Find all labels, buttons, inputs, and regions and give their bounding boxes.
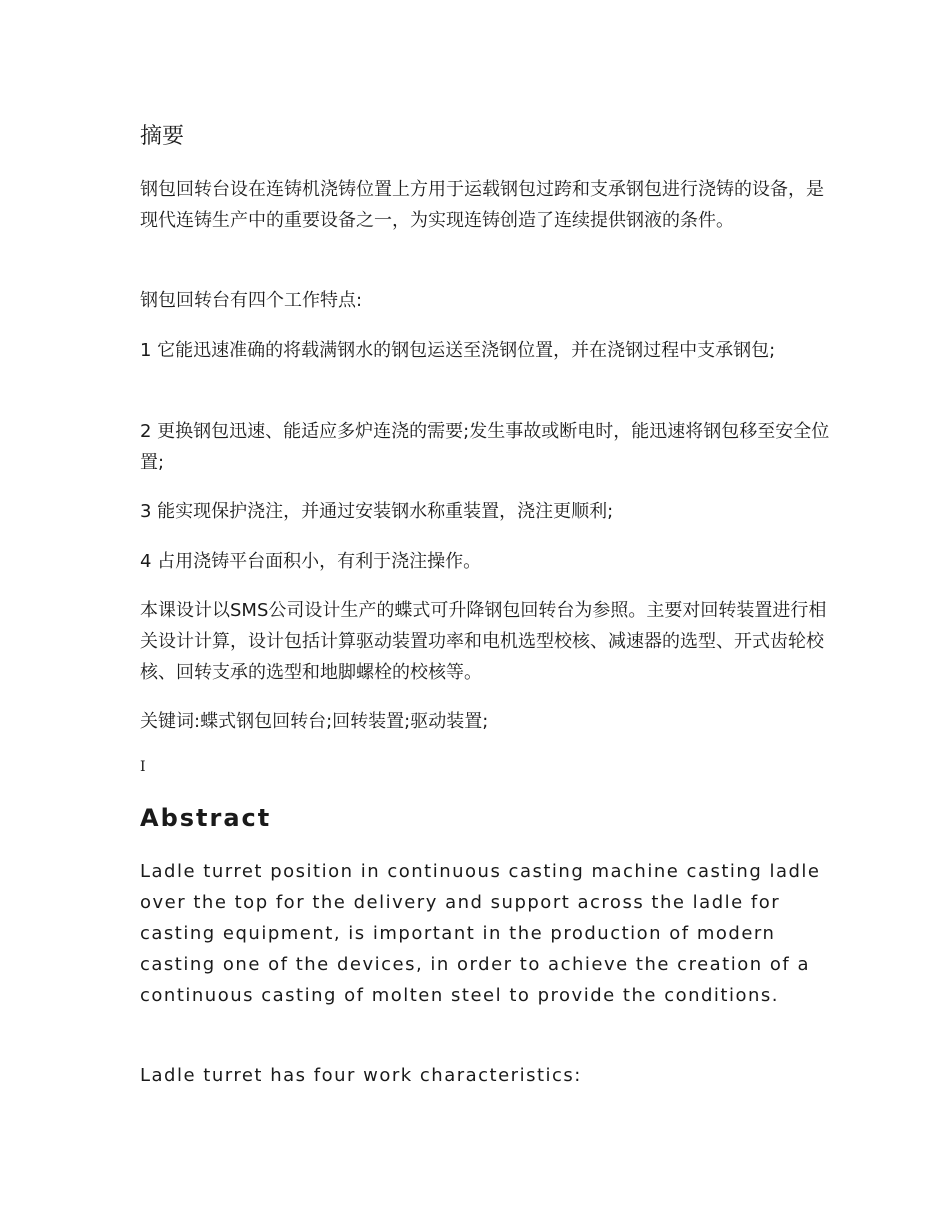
feature-item-3: 3 能实现保护浇注，并通过安装钢水称重装置，浇注更顺利; bbox=[140, 501, 614, 522]
abstract-zh-title: 摘要 bbox=[140, 124, 185, 149]
features-heading-en: Ladle turret has four work characteristics: bbox=[140, 1065, 582, 1086]
abstract-en-intro: Ladle turret position in continuous casting machine casting ladle over the top for the delivery and support across the ladle for casting equipment, is important in the production of modern casting one of the devices, in order to achieve the creation of a continuous casting of molten steel to provide the conditions. bbox=[140, 861, 821, 1006]
page-number: I bbox=[140, 759, 146, 775]
abstract-en-title: Abstract bbox=[140, 804, 272, 832]
feature-item-2: 2 更换钢包迅速、能适应多炉连浇的需要;发生事故或断电时，能迅速将钢包移至安全位置; bbox=[140, 421, 830, 473]
features-heading-zh: 钢包回转台有四个工作特点: bbox=[140, 290, 363, 311]
feature-item-4: 4 占用浇铸平台面积小，有利于浇注操作。 bbox=[140, 551, 482, 572]
keywords-zh: 关键词:蝶式钢包回转台;回转装置;驱动装置; bbox=[140, 711, 489, 732]
design-paragraph-zh: 本课设计以SMS公司设计生产的蝶式可升降钢包回转台为参照。主要对回转装置进行相关设计计算，设计包括计算驱动装置功率和电机选型校核、减速器的选型、开式齿轮校核、回转支承的选型和地脚螺栓的校核等。 bbox=[140, 600, 827, 683]
abstract-zh-intro: 钢包回转台设在连铸机浇铸位置上方用于运载钢包过跨和支承钢包进行浇铸的设备，是现代连铸生产中的重要设备之一，为实现连铸创造了连续提供钢液的条件。 bbox=[140, 179, 824, 231]
feature-item-1: 1 它能迅速准确的将载满钢水的钢包运送至浇钢位置，并在浇钢过程中支承钢包; bbox=[140, 340, 776, 361]
